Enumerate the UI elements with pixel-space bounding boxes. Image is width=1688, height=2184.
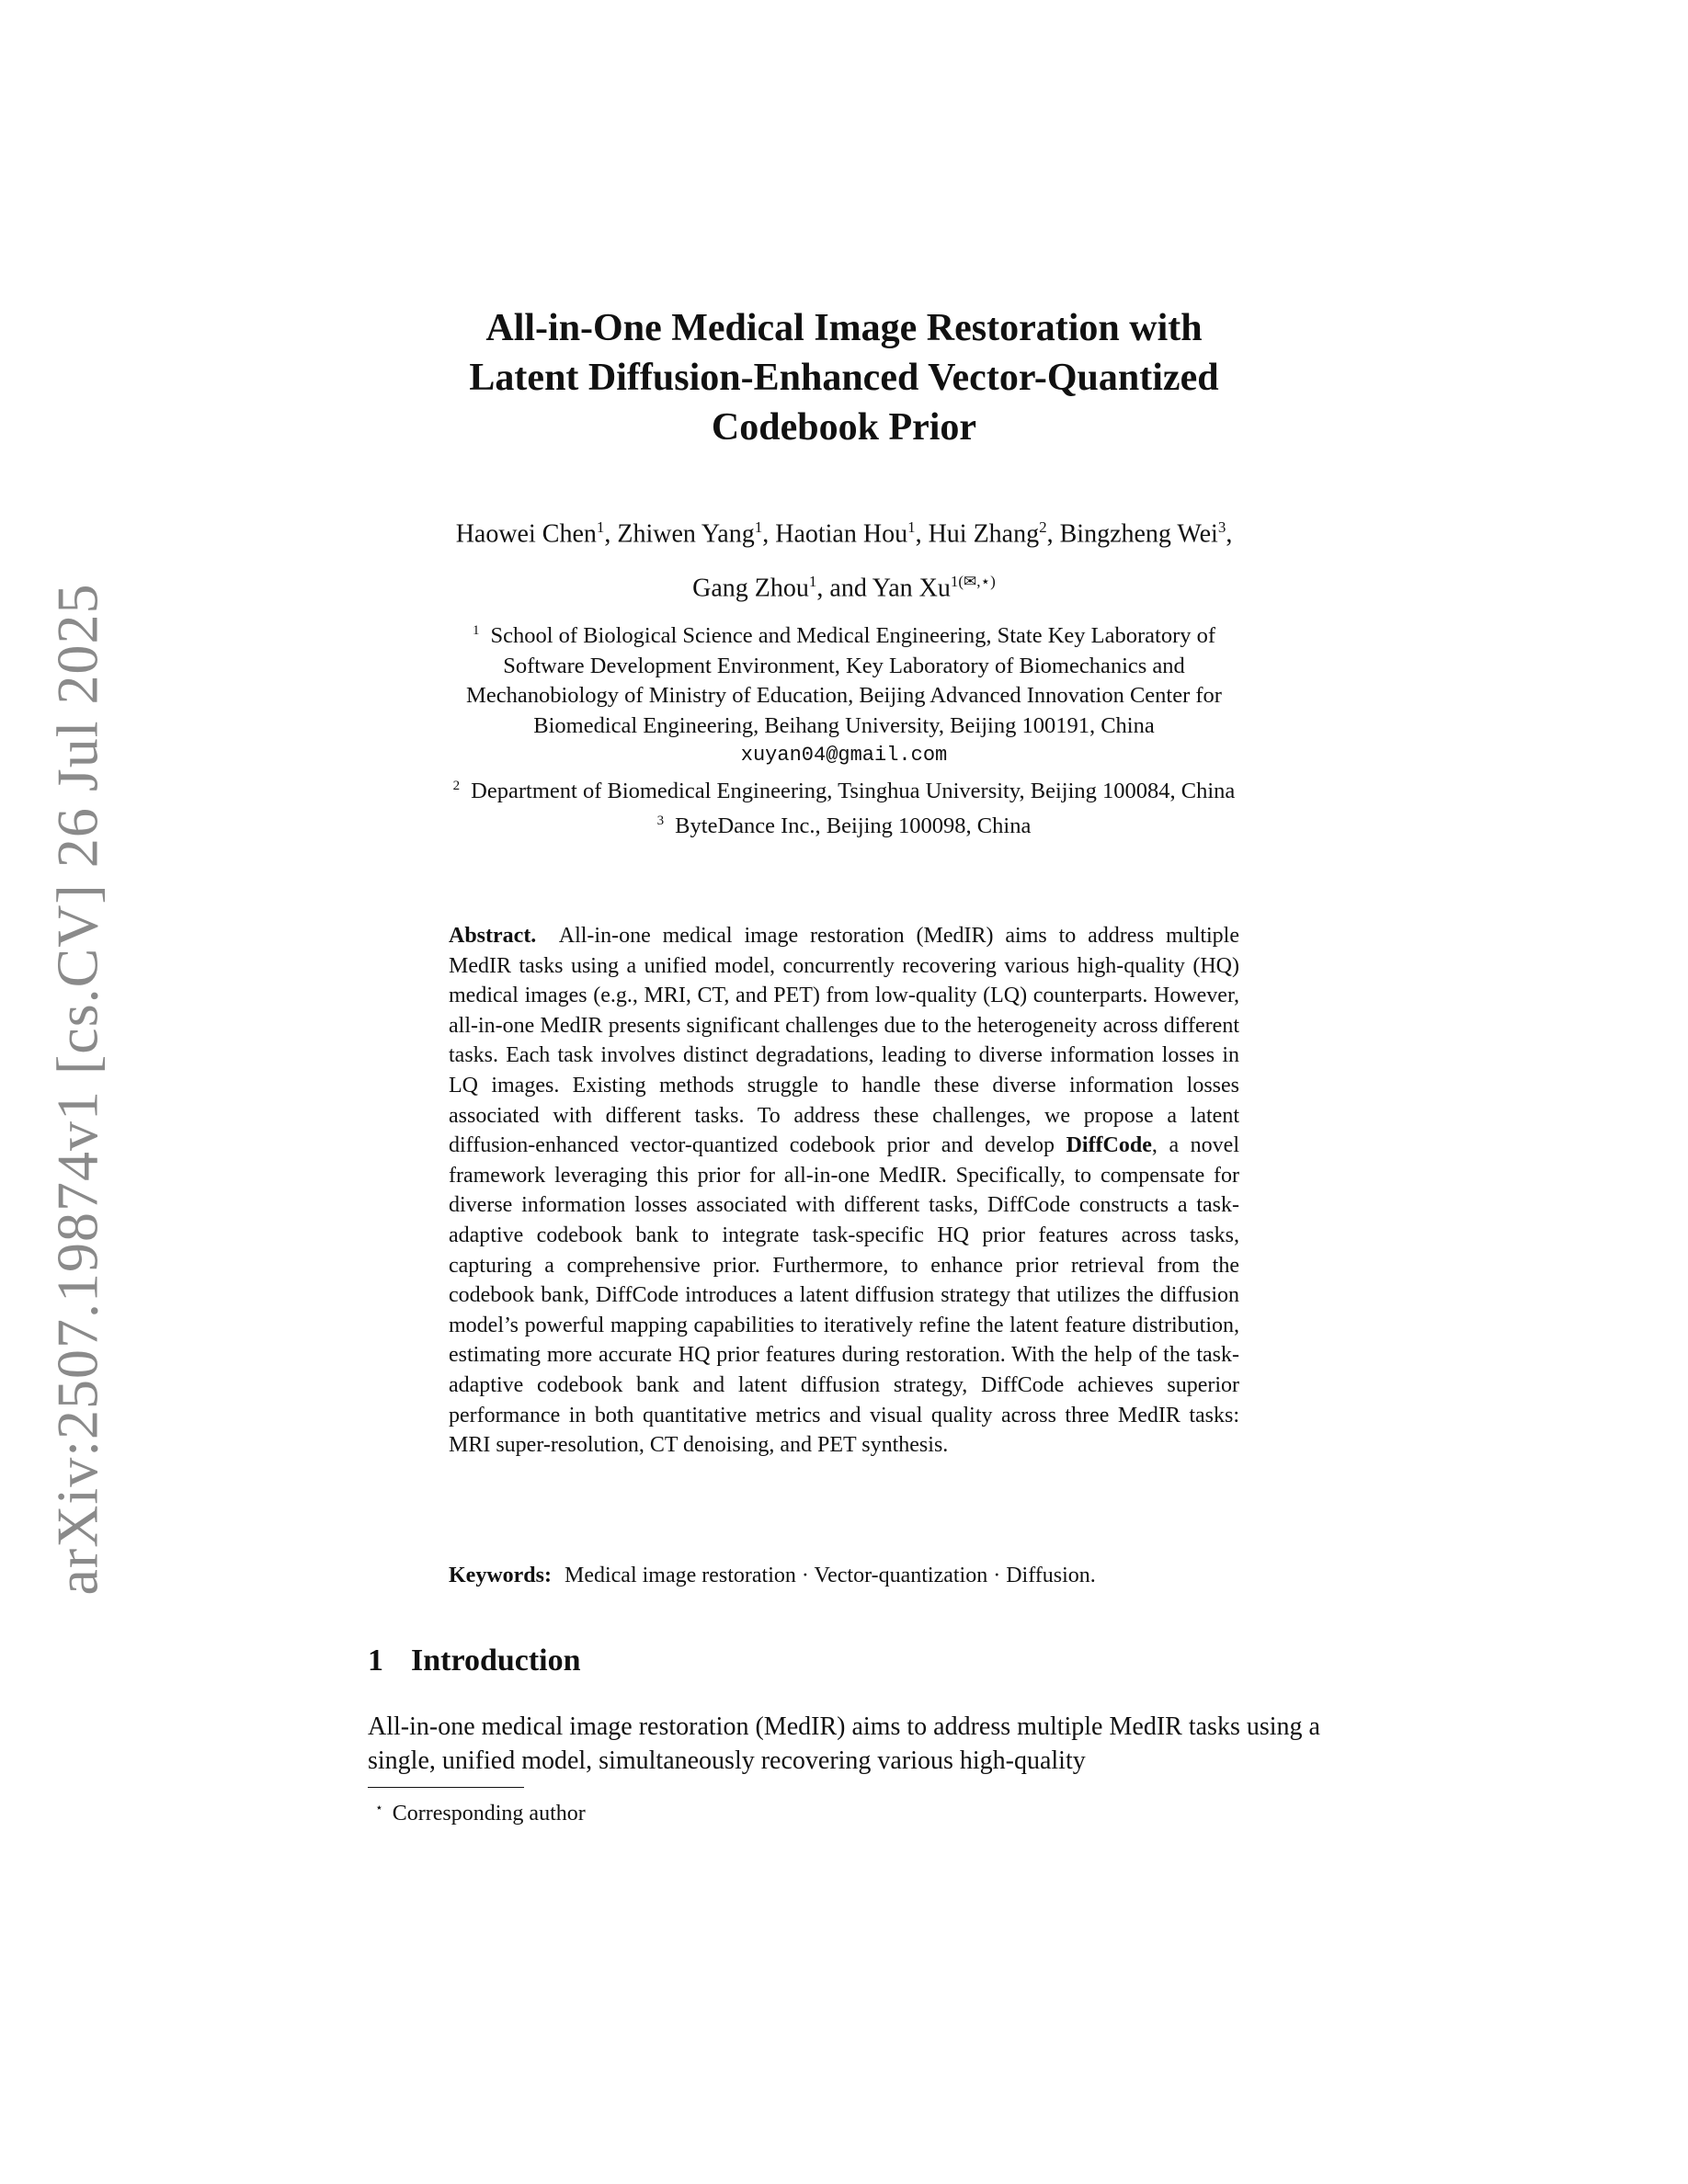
affiliation-line: Mechanobiology of Ministry of Education, Beijing Advanced Innovation Center for bbox=[466, 683, 1222, 709]
title-line: Latent Diffusion-Enhanced Vector-Quantized bbox=[469, 357, 1219, 399]
author-list bbox=[349, 504, 1339, 613]
section-heading bbox=[368, 1641, 581, 1681]
body-paragraph: All-in-one medical image restoration (MedIR) aims to address multiple MedIR tasks using a single, unified model, simultaneously recovering various high-quality bbox=[368, 1712, 1320, 1775]
author-name: Hui Zhang bbox=[928, 519, 1040, 549]
author-affiliation-mark: 1 bbox=[808, 573, 817, 591]
footnote-mark: ⋆ bbox=[375, 1802, 383, 1815]
footnote-text: Corresponding author bbox=[392, 1802, 586, 1826]
contact-email: xuyan04@gmail.com bbox=[740, 744, 948, 768]
author-name: Haotian Hou bbox=[775, 519, 908, 549]
abstract bbox=[449, 921, 1239, 1461]
affiliation-mark: 2 bbox=[452, 778, 461, 793]
author-name: Haowei Chen bbox=[455, 519, 597, 549]
affiliations bbox=[349, 616, 1339, 842]
author-name: Zhiwen Yang bbox=[617, 519, 755, 549]
arxiv-watermark bbox=[28, 583, 129, 1596]
title-line: Codebook Prior bbox=[711, 406, 977, 449]
method-name: DiffCode bbox=[1066, 1133, 1152, 1158]
abstract-label: Abstract. bbox=[449, 924, 537, 948]
section-number: 1 bbox=[368, 1644, 383, 1678]
author-name: Bingzheng Wei bbox=[1059, 519, 1218, 549]
keywords-label: Keywords: bbox=[449, 1564, 552, 1587]
arxiv-id-text: arXiv:2507.19874v1 [cs.CV] 26 Jul 2025 bbox=[45, 583, 110, 1596]
affiliation-line: $^3$ ByteDance Inc., Beijing 100098, China bbox=[656, 813, 1032, 839]
author-affiliation-mark: 1(✉,⋆) bbox=[950, 573, 996, 591]
author-affiliation-mark: 3 bbox=[1217, 518, 1226, 536]
abstract-text: , a novel framework leveraging this prior for all-in-one MedIR. Specifically, to compensate for diverse information losses associated with different tasks, DiffCode constructs a task-adaptive codebook bank to integrate task-specific HQ prior features across tasks, capturing a comprehensive prior. Furthermore, to enhance prior retrieval from the codebook bank, DiffCode introduces a latent diffusion strategy that utilizes the diffusion model’s powerful mapping capabilities to iteratively refine the latent feature distribution, estimating more accurate HQ prior features during restoration. With the help of the task-adaptive codebook bank and latent diffusion strategy, DiffCode achieves superior performance in both quantitative metrics and visual quality across three MedIR tasks: MRI super-resolution, CT denoising, and PET synthesis. bbox=[449, 1133, 1239, 1458]
author-affiliation-mark: 1 bbox=[907, 518, 916, 536]
footnote-divider bbox=[368, 1787, 524, 1788]
author-name: Yan Xu bbox=[872, 574, 951, 603]
author-affiliation-mark: 1 bbox=[596, 518, 605, 536]
paper-title bbox=[349, 303, 1339, 452]
keywords-text: Medical image restoration · Vector-quantization · Diffusion. bbox=[564, 1564, 1096, 1587]
author-line: Gang Zhou$^1$, and Yan $Xu^{1(✉,⋆)}$ bbox=[692, 573, 996, 603]
affiliation-line: $^2$ Department of Biomedical Engineering, Tsinghua University, Beijing 100084, China bbox=[452, 778, 1236, 803]
footnote bbox=[368, 1794, 586, 1828]
section-title: Introduction bbox=[411, 1644, 581, 1678]
affiliation-mark: 1 bbox=[472, 623, 480, 638]
affiliation-mark: 3 bbox=[656, 813, 665, 829]
author-name: Gang Zhou bbox=[692, 574, 809, 603]
title-line: All-in-One Medical Image Restoration with bbox=[485, 307, 1203, 349]
affiliation-line: Software Development Environment, Key Laboratory of Biomechanics and bbox=[503, 653, 1185, 678]
affiliation-line: $^1$ School of Biological Science and Medical Engineering, State Key Laboratory of bbox=[472, 623, 1216, 649]
keywords bbox=[449, 1561, 1239, 1590]
author-affiliation-mark: 1 bbox=[754, 518, 763, 536]
author-line: Haowei Chen$^1$, Zhiwen Yang$^1$, Haotian Hou$^1$, Hui Zhang$^2$, Bingzheng Wei$^3$, bbox=[455, 518, 1233, 549]
author-affiliation-mark: 2 bbox=[1039, 518, 1047, 536]
abstract-text: All-in-one medical image restoration (MedIR) aims to address multiple MedIR tasks using a unified model, concurrently recovering various high-quality (HQ) medical images (e.g., MRI, CT, and PET) from low-quality (LQ) counterparts. However, all-in-one MedIR presents significant challenges due to the heterogeneity across different tasks. Each task involves distinct degradations, leading to diverse information losses in LQ images. Existing methods struggle to handle these diverse information losses associated with different tasks. To address these challenges, we propose a latent diffusion-enhanced vector-quantized codebook prior and develop bbox=[449, 924, 1239, 1158]
affiliation-line: Biomedical Engineering, Beihang University, Beijing 100191, China bbox=[533, 712, 1155, 738]
